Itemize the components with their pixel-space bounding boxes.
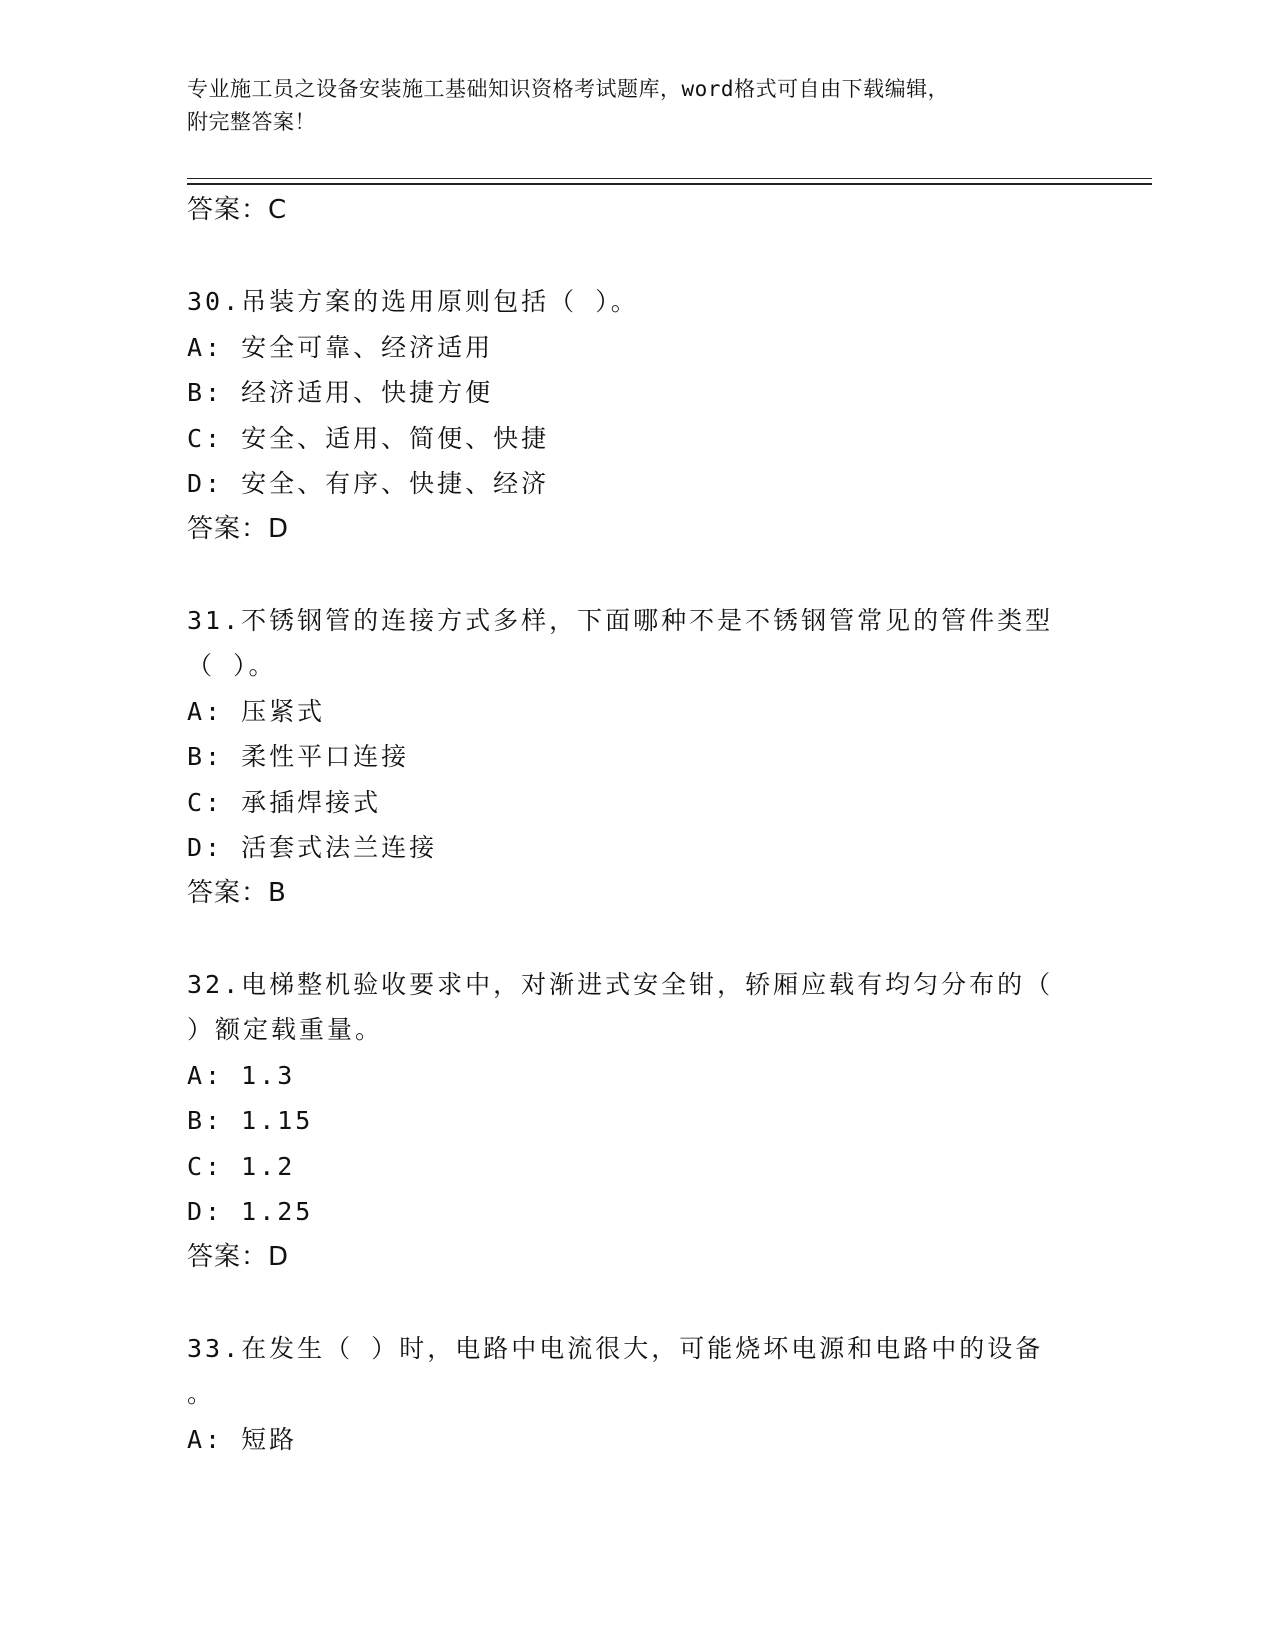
spacer	[187, 234, 1087, 280]
question-block	[187, 598, 1087, 917]
header-divider-thin	[187, 178, 1152, 179]
option-d: D: 安全、有序、快捷、经济	[187, 469, 550, 498]
option-c: C: 承插焊接式	[187, 787, 382, 817]
header-line-1: 专业施工员之设备安装施工基础知识资格考试题库，word格式可自由下载编辑，	[187, 77, 950, 101]
question-stem: 33.在发生（ ）时，电路中电流很大，可能烧坏电源和电路中的设备	[187, 1333, 1044, 1363]
option-a: A: 压紧式	[187, 696, 326, 726]
spacer	[187, 916, 1087, 962]
option-b: B: 1.15	[187, 1106, 314, 1135]
answer-line: 答案：B	[187, 877, 287, 908]
option-a: A: 短路	[187, 1424, 298, 1454]
answer-line: 答案：C	[187, 195, 288, 225]
question-block	[187, 279, 1087, 552]
question-stem-continued: （ ）。	[187, 651, 277, 680]
question-stem: 30.吊装方案的选用原则包括（ ）。	[187, 287, 639, 316]
question-list	[187, 188, 1087, 1462]
option-a: A: 1.3	[187, 1060, 296, 1090]
answer-line: 答案：D	[187, 513, 290, 544]
question-stem-continued: 。	[187, 1379, 216, 1408]
header-divider-thick	[187, 183, 1152, 185]
question-stem-continued: ）额定载重量。	[187, 1015, 384, 1044]
option-d: D: 1.25	[187, 1197, 314, 1226]
question-stem: 32.电梯整机验收要求中，对渐进式安全钳，轿厢应载有均匀分布的（	[187, 969, 1054, 999]
document-header	[187, 73, 1067, 139]
option-a: A: 安全可靠、经济适用	[187, 332, 494, 362]
option-c: C: 1.2	[187, 1151, 296, 1181]
question-block	[187, 962, 1087, 1281]
option-b: B: 柔性平口连接	[187, 742, 410, 771]
header-line-2: 附完整答案！	[187, 110, 316, 134]
spacer	[187, 552, 1087, 598]
answer-line: 答案：D	[187, 1241, 290, 1272]
option-c: C: 安全、适用、简便、快捷	[187, 423, 550, 453]
question-block	[187, 1326, 1087, 1463]
question-stem: 31.不锈钢管的连接方式多样，下面哪种不是不锈钢管常见的管件类型	[187, 605, 1054, 635]
option-d: D: 活套式法兰连接	[187, 833, 438, 862]
option-b: B: 经济适用、快捷方便	[187, 378, 494, 407]
spacer	[187, 1280, 1087, 1326]
